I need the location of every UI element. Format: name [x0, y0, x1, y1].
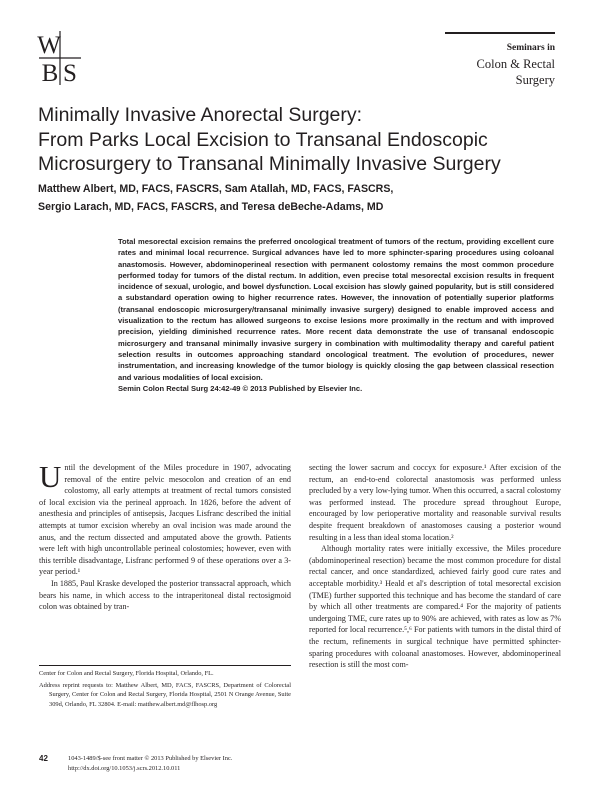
footnote — [39, 669, 291, 711]
authors-line-2: Sergio Larach, MD, FACS, FASCRS, and Teresa deBeche-Adams, MD — [38, 200, 384, 213]
footnote-affiliation: Center for Colon and Rectal Surgery, Florida Hospital, Orlando, FL. — [39, 670, 214, 677]
abstract-text: Total mesorectal excision remains the preferred oncological treatment of tumors of the rectum, providing excellent cure rates and minimal local recurrence. Surgical advances have led to more sphincter-sparing procedures using coloanal anastomosis. However, abdominoperineal resection with permanent colostomy remains the most common procedure performed today for tumors of the distal rectum. In addition, even precise total mesorectal excision results in frequent incidence of sexual, urologic, and bowel dysfunction. Local excision has slowly gained popularity, but is still considered a substandard operation owing to higher recurrence rates. However, the innovation of potentially superior platforms (transanal endoscopic microsurgery/transanal minimally invasive surgery) designed to enable improved access and visualization to the rectum has allowed surgeons to excise lesions more proximally in the rectum and with improved precision, yielding diminished recurrence rates. More recent data demonstrate the use of transanal endoscopic microsurgery and transanal minimally invasive surgery in combination with multimodality therapy and careful patient selection results in outcomes approaching standard oncological treatment. The evolution of procedures, newer instrumentation, and increasing knowledge of the tumor biology is quickly closing the gap between classical resection and various modalities of local excision. — [118, 237, 554, 382]
body-column-right — [309, 462, 561, 671]
footnote-divider — [39, 665, 291, 666]
body-paragraph: Although mortality rates were initially excessive, the Miles procedure (abdominoperineal resection) became the most common procedure for distal rectal cancer, and once standardized, achieved fairly good cure rates and acceptable morbidity.³ Heald et al's description of total mesorectal excision (TME) further supported this technique and has become the standard of care by which all other treatments are compared.⁴ For the majority of patients undergoing TME, cure rates up to 90% are achieved, with rates as low as 7% reported for local recurrence.⁵,⁶ For patients with tumors in the distal third of the rectum, refinements in surgical technique have permitted sphincter-sparing procedures with coloanal anastomoses. However, abdominoperineal resection is still the most com- — [309, 544, 561, 670]
title-line-2: From Parks Local Excision to Transanal Endoscopic — [38, 128, 488, 151]
svg-text:B: B — [41, 60, 59, 87]
footnote-address-text: Address reprint requests to: Matthew Albert, MD, FACS, FASCRS, Department of Colorectal Surgery, Center for Colon and Rectal Surgery, Florida Hospital, 2501 N Orange Avenue, Suite 309d, Orlando, FL 32804. E-mail: — [39, 681, 291, 708]
journal-line-1: Seminars in — [506, 43, 555, 53]
svg-text:W: W — [37, 32, 61, 59]
journal-name — [445, 32, 555, 88]
page-number: 42 — [39, 754, 48, 763]
abstract-citation: Semin Colon Rectal Surg 24:42-49 © 2013 Published by Elsevier Inc. — [118, 383, 363, 393]
svg-text:S: S — [63, 60, 77, 87]
title-line-3: Microsurgery to Transanal Minimally Invasive Surgery — [38, 153, 501, 175]
issn-block — [68, 754, 232, 773]
body-column-left — [39, 459, 291, 613]
authors-line-1: Matthew Albert, MD, FACS, FASCRS, Sam Atallah, MD, FACS, FASCRS, — [38, 183, 394, 195]
journal-line-3: Surgery — [515, 73, 555, 87]
article-title — [38, 103, 558, 177]
abstract — [118, 236, 554, 394]
author-email-link[interactable]: matthew.albert.md@flhosp.org — [137, 700, 218, 708]
body-paragraph — [39, 459, 291, 578]
title-line-1: Minimally Invasive Anorectal Surgery: — [38, 104, 363, 126]
drop-cap: U — [39, 459, 62, 494]
journal-line-2: Colon & Rectal — [476, 57, 555, 71]
body-paragraph: In 1885, Paul Kraske developed the posterior transsacral approach, which bears his name, in which access to the intraperitoneal distal rectosigmoid colon was obtained by tran- — [39, 578, 291, 612]
doi-link[interactable]: http://dx.doi.org/10.1053/j.scrs.2012.10.011 — [68, 764, 181, 772]
footnote-address — [39, 681, 291, 710]
body-paragraph: secting the lower sacrum and coccyx for exposure.¹ After excision of the rectum, an end-to-end colorectal anastomosis was performed unless precluded by a very low-lying tumor. When this occurred, a sacral colostomy was performed instead. The procedure spread throughout Europe, encouraged by low perioperative mortality and reasonable survival results despite frequent breakdown of anastomoses causing a posterior wound resulting in a less than ideal stoma location.² — [309, 463, 561, 542]
body-text: ntil the development of the Miles procedure in 1907, advocating removal of the entire pelvic mesocolon and creation of an end colostomy, all early attempts at treatment of rectal tumors consisted of local excision via the perineal approach. In 1826, before the advent of anesthesia and principles of antisepsis, Jacques Lisfranc described the initial attempts at tumor excision whereby an oval incision was made around the anus, and the rectum dissected and amputated above the growth. Patients were left with high uncontrollable perineal colostomies; however, even with this terrible disadvantage, Lisfranc performed 9 of these operations over a 3-year period.¹ — [39, 463, 291, 577]
author-list — [38, 181, 558, 216]
issn-line: 1043-1489/$-see front matter © 2013 Published by Elsevier Inc. — [68, 755, 233, 762]
journal-logo — [37, 29, 83, 87]
wbs-logo-icon — [37, 29, 83, 87]
